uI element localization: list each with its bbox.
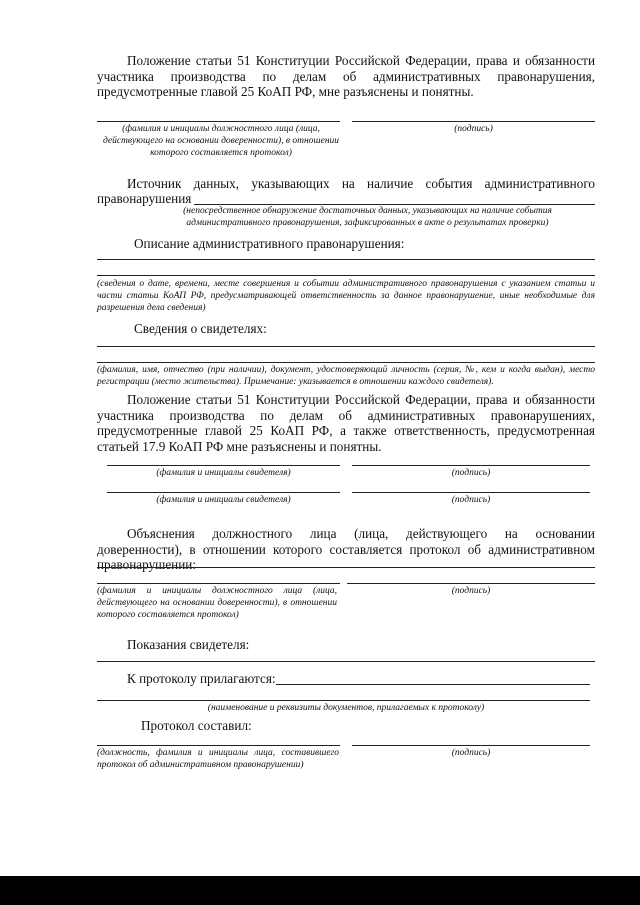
witness2-signature-caption: (подпись) — [451, 495, 491, 505]
testimony-line[interactable] — [97, 661, 595, 662]
description-line-2[interactable] — [97, 275, 595, 276]
witnesses-line-2[interactable] — [97, 362, 595, 363]
attachments-line-2[interactable] — [97, 700, 590, 701]
witnesses-line-1[interactable] — [97, 346, 595, 347]
signer-name-caption: (фамилия и инициалы должностного лица (лица, действующего на основании доверенности), в отношении которого составляется протокол) — [102, 124, 340, 158]
signer-name-line[interactable] — [97, 121, 340, 122]
witness1-signature-caption: (подпись) — [451, 468, 491, 478]
explainer-signature-line[interactable] — [347, 583, 595, 584]
signature-caption: (подпись) — [454, 124, 493, 134]
description-heading: Описание административного правонарушения: — [134, 236, 405, 251]
witness2-name-line[interactable] — [107, 492, 340, 493]
explainer-name-caption: (фамилия и инициалы должностного лица (лица, действующего на основании доверенности), в отношении которого составляется протокол) — [97, 586, 337, 620]
witness2-name-caption: (фамилия и инициалы свидетеля) — [156, 495, 291, 505]
witnesses-heading: Сведения о свидетелях: — [134, 321, 267, 336]
source-label-cont: правонарушения — [97, 191, 192, 206]
explainer-signature-caption: (подпись) — [451, 586, 491, 596]
compiler-signature-line[interactable] — [352, 745, 590, 746]
description-caption: (сведения о дате, времени, месте совершения и событии административного правонарушения с указанием статьи и части статьи КоАП РФ, предусматривающей ответственность за данное правонарушение, иные необходимые для разрешения дела сведения) — [97, 279, 595, 313]
explainer-name-line[interactable] — [97, 583, 340, 584]
rights-statement-paragraph: Положение статьи 51 Конституции Российской Федерации, права и обязанности участника производства по делам об административных правонарушения, предусмотренные главой 25 КоАП РФ, мне разъяснены и понятны. — [97, 53, 595, 99]
description-line-1[interactable] — [97, 259, 595, 260]
witnesses-caption: (фамилия, имя, отчество (при наличии), документ, удостоверяющий личность (серия, №, кем и когда выдан), место регистрации (место жительства). Примечание: указывается в отношении каждого свидетеля). — [97, 365, 595, 387]
compiler-name-caption: (должность, фамилия и инициалы лица, составившего протокол об административном правонарушении) — [97, 748, 339, 770]
witness1-name-line[interactable] — [107, 465, 340, 466]
attachments-label: К протоколу прилагаются: — [127, 671, 276, 686]
witness2-signature-line[interactable] — [352, 492, 590, 493]
witness-rights-paragraph: Положение статьи 51 Конституции Российской Федерации, права и обязанности участника производства по делам об административных правонарушениях, предусмотренные главой 25 КоАП РФ, а также ответственность, предусмотренная статьей 17.9 КоАП РФ мне разъяснены и понятны. — [97, 392, 595, 454]
attachments-caption: (наименование и реквизиты документов, прилагаемых к протоколу) — [207, 703, 485, 713]
witness1-name-caption: (фамилия и инициалы свидетеля) — [156, 468, 291, 478]
witness1-signature-line[interactable] — [352, 465, 590, 466]
compiler-heading: Протокол составил: — [141, 718, 252, 733]
attachments-line-1[interactable] — [276, 684, 590, 685]
signature-line[interactable] — [352, 121, 595, 122]
scan-border-bar — [0, 876, 640, 905]
source-label: Источник данных, указывающих на наличие события административного — [127, 176, 595, 191]
compiler-signature-caption: (подпись) — [451, 748, 491, 758]
compiler-name-line[interactable] — [97, 745, 340, 746]
explanations-paragraph: Объяснения должностного лица (лица, действующего на основании доверенности), в отношении которого составляется протокол об административном правонарушении: — [97, 526, 595, 572]
explanations-line-1[interactable] — [97, 567, 595, 568]
source-caption: (непосредственное обнаружение достаточных данных, указывающих на наличие события административного правонарушения, зафиксированных в акте о результатах проверки) — [183, 206, 552, 228]
testimony-heading: Показания свидетеля: — [127, 637, 250, 652]
